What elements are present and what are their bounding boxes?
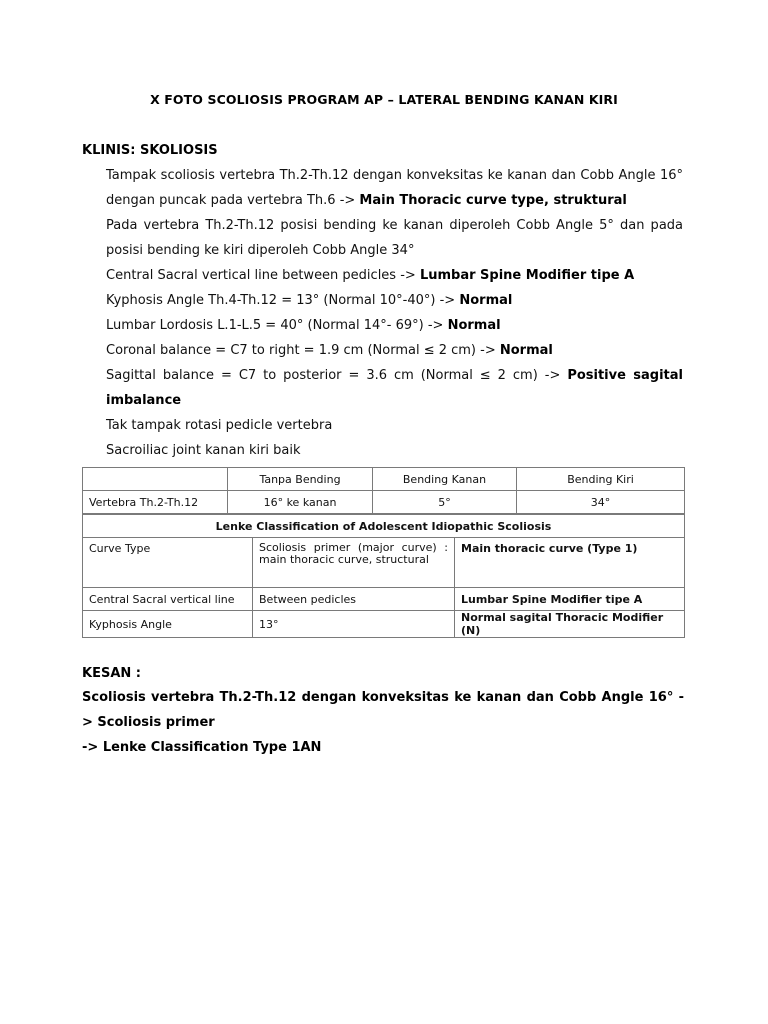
- finding-text: Kyphosis Angle Th.4-Th.12 = 13° (Normal 10°-40°) ->: [106, 293, 460, 308]
- finding-conclusion: Main Thoracic curve type, struktural: [359, 193, 627, 208]
- table-row: [83, 538, 685, 588]
- table-cell: 34°: [517, 491, 685, 514]
- table-header-cell: Bending Kanan: [373, 468, 517, 491]
- findings-list: [106, 163, 683, 463]
- finding-text: Sagittal balance = C7 to posterior = 3.6 cm (Normal ≤ 2 cm) ->: [106, 368, 568, 383]
- finding-text: Pada vertebra Th.2-Th.12 posisi bending ke kanan diperoleh Cobb Angle 5° dan pada posisi bending ke kiri diperoleh Cobb Angle 34°: [106, 218, 683, 258]
- finding-text: Central Sacral vertical line between pedicles ->: [106, 268, 420, 283]
- table-cell: Scoliosis primer (major curve) : main thoracic curve, structural: [253, 538, 455, 588]
- table-cell: Between pedicles: [253, 588, 455, 611]
- kesan-line: -> Lenke Classification Type 1AN: [82, 740, 322, 755]
- lenke-title: Lenke Classification of Adolescent Idiopathic Scoliosis: [83, 515, 685, 538]
- table-header-cell: [83, 468, 228, 491]
- finding-conclusion: Positive sagital imbalance: [106, 368, 684, 408]
- finding-item: [106, 288, 683, 313]
- finding-item: [106, 213, 683, 263]
- table-cell: Normal sagital Thoracic Modifier (N): [455, 611, 685, 638]
- table-row: [83, 611, 685, 638]
- table-header-row: [83, 468, 685, 491]
- finding-text: Lumbar Lordosis L.1-L.5 = 40° (Normal 14°- 69°) ->: [106, 318, 448, 333]
- finding-text: Tampak scoliosis vertebra Th.2-Th.12 dengan konveksitas ke kanan dan Cobb Angle 16° dengan puncak pada vertebra Th.6 ->: [106, 168, 683, 208]
- finding-conclusion: Normal: [447, 318, 501, 333]
- finding-item: [106, 163, 683, 213]
- finding-item: [106, 338, 683, 363]
- page-title: X FOTO SCOLIOSIS PROGRAM AP – LATERAL BENDING KANAN KIRI: [150, 92, 618, 107]
- lenke-title-row: [83, 515, 685, 538]
- table-cell: Vertebra Th.2-Th.12: [83, 491, 228, 514]
- finding-item: [106, 438, 683, 463]
- table-row: [83, 588, 685, 611]
- finding-text: Coronal balance = C7 to right = 1.9 cm (Normal ≤ 2 cm) ->: [106, 343, 500, 358]
- klinis-heading: KLINIS: SKOLIOSIS: [82, 143, 218, 158]
- finding-item: [106, 413, 683, 438]
- kesan-line: Scoliosis vertebra Th.2-Th.12 dengan konveksitas ke kanan dan Cobb Angle 16° -> Scoliosis primer: [82, 690, 684, 730]
- table-cell: Central Sacral vertical line: [83, 588, 253, 611]
- table-cell: 13°: [253, 611, 455, 638]
- lenke-table: [82, 514, 685, 638]
- kesan-body: [82, 685, 684, 760]
- finding-item: [106, 313, 683, 338]
- table-row: [83, 491, 685, 514]
- measurement-table-body: [82, 467, 685, 514]
- finding-item: [106, 363, 683, 413]
- finding-item: [106, 263, 683, 288]
- finding-conclusion: Lumbar Spine Modifier tipe A: [419, 268, 635, 283]
- table-cell: Curve Type: [83, 538, 253, 588]
- table-cell: Lumbar Spine Modifier tipe A: [455, 588, 685, 611]
- finding-text: Sacroiliac joint kanan kiri baik: [106, 443, 301, 458]
- table-header-cell: Tanpa Bending: [228, 468, 373, 491]
- table-cell: 5°: [373, 491, 517, 514]
- table-cell: Main thoracic curve (Type 1): [455, 538, 685, 588]
- kesan-heading: KESAN :: [82, 666, 141, 681]
- table-header-cell: Bending Kiri: [517, 468, 685, 491]
- finding-conclusion: Normal: [459, 293, 513, 308]
- table-cell: 16° ke kanan: [228, 491, 373, 514]
- table-cell: Kyphosis Angle: [83, 611, 253, 638]
- finding-text: Tak tampak rotasi pedicle vertebra: [106, 418, 333, 433]
- finding-conclusion: Normal: [499, 343, 553, 358]
